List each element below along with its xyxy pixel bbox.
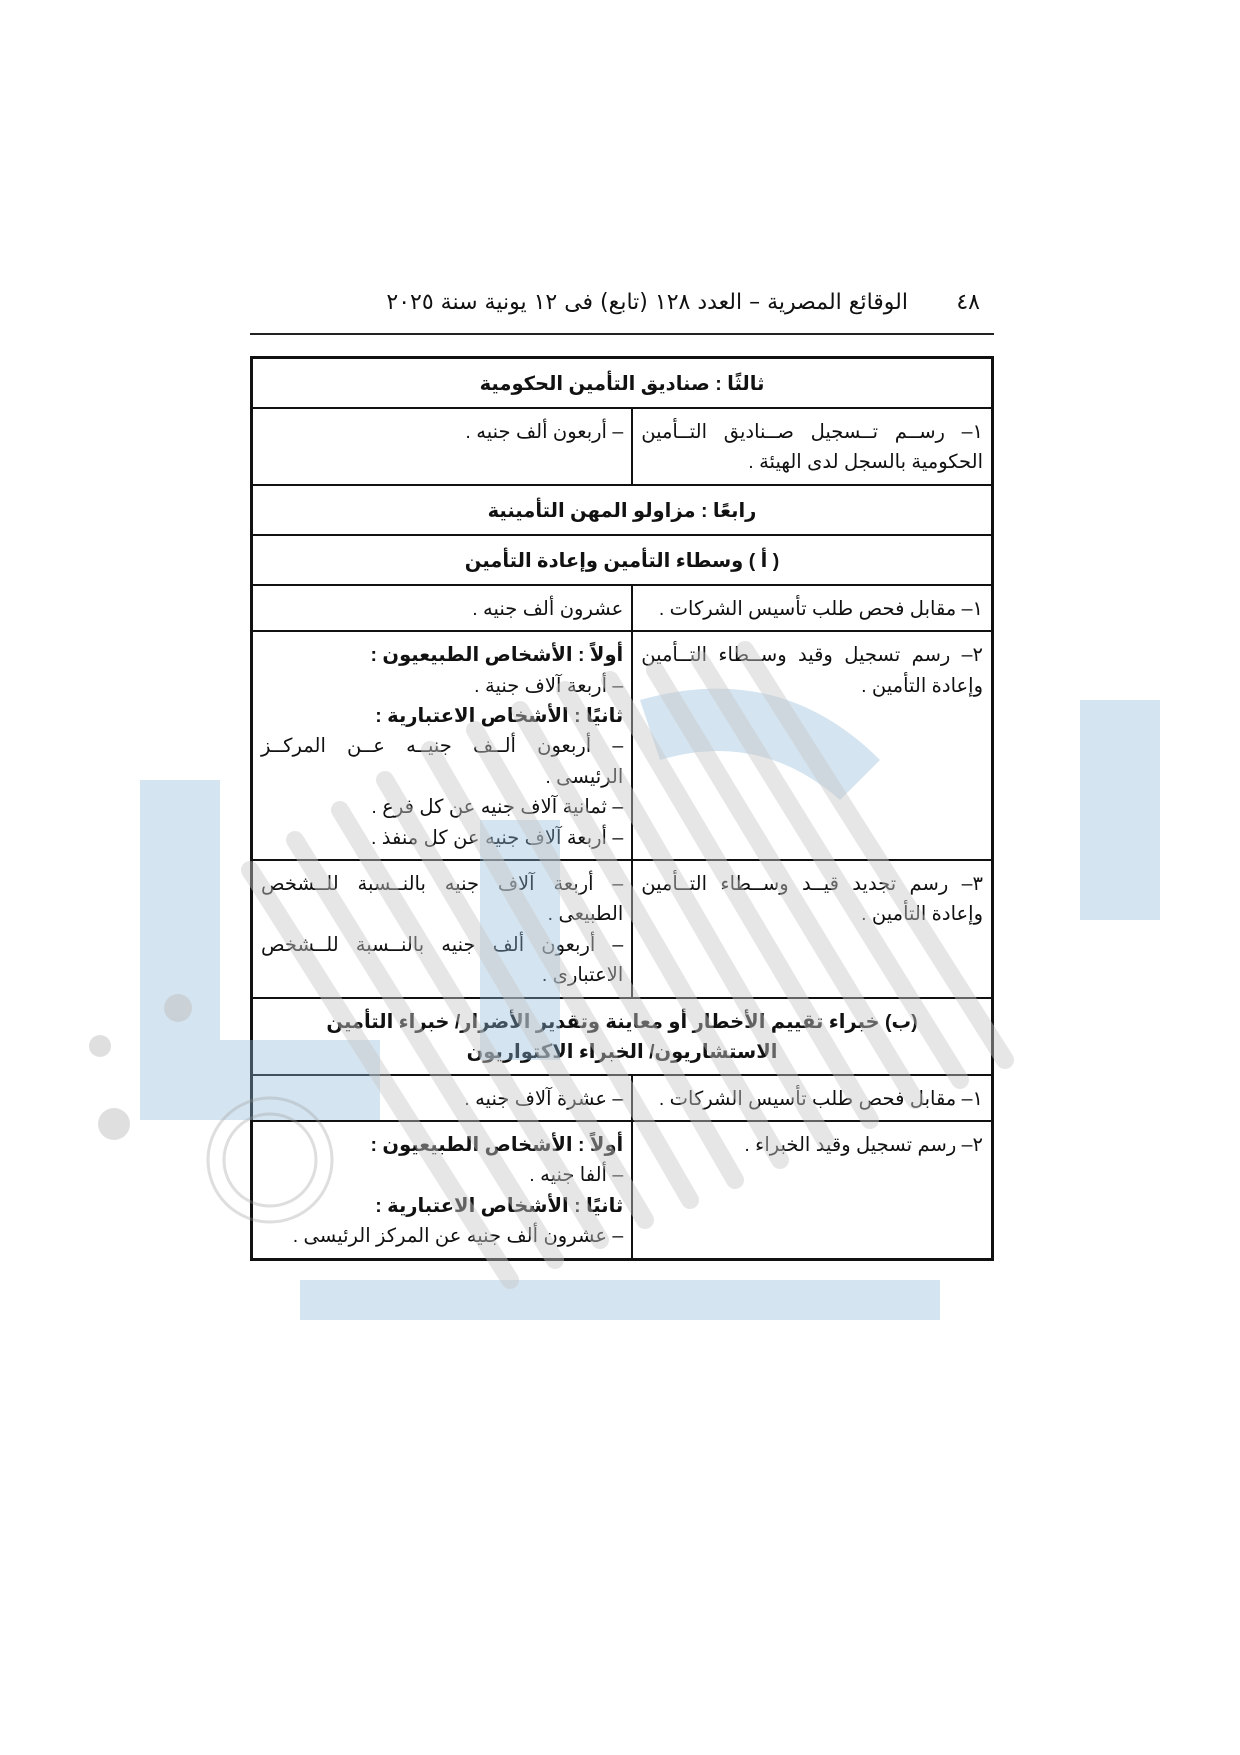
fee-category-heading: أولاً : الأشخاص الطبيعيون : bbox=[370, 644, 624, 667]
fee-amount-cell bbox=[252, 1075, 633, 1121]
table-row bbox=[252, 1075, 993, 1121]
description-line: ٢– رسم تسجيل وقيد الخبراء . bbox=[744, 1133, 983, 1156]
fee-line: – أربعة آلاف جنيه بالنــسبة للــشخص bbox=[261, 873, 624, 896]
fees-table bbox=[250, 356, 994, 1261]
fee-amount-cell bbox=[252, 585, 633, 631]
fee-line: – ألفا جنيه . bbox=[529, 1164, 624, 1187]
subsection-title: ( أ ) وسطاء التأمين وإعادة التأمين bbox=[252, 535, 993, 585]
description-line: ٣– رسم تجديد قيــد وســطاء التــأمين bbox=[641, 873, 983, 896]
subsection-title-line: (ب) خبراء تقييم الأخطار أو معاينة وتقدير الأضرار/ خبراء التأمين bbox=[326, 1010, 918, 1033]
fee-line: – أربعون ألف جنيه . bbox=[465, 421, 624, 443]
fee-line: – عشرة آلاف جنيه . bbox=[464, 1087, 624, 1110]
subsection-row bbox=[252, 998, 993, 1075]
fee-amount-cell bbox=[252, 1121, 633, 1259]
fee-description-cell bbox=[632, 1121, 992, 1259]
description-line: الحكومية بالسجل لدى الهيئة . bbox=[748, 451, 983, 474]
subsection-title bbox=[252, 998, 993, 1075]
table-row bbox=[252, 408, 993, 485]
fee-category-heading: ثانيًا : الأشخاص الاعتبارية : bbox=[375, 1194, 624, 1217]
description-line: ١– مقابل فحص طلب تأسيس الشركات . bbox=[658, 597, 983, 620]
table-row bbox=[252, 860, 993, 998]
fee-category-heading: أولاً : الأشخاص الطبيعيون : bbox=[370, 1133, 624, 1156]
fee-amount-cell bbox=[252, 408, 633, 485]
header-rule bbox=[250, 333, 994, 335]
fee-description-cell bbox=[632, 1075, 992, 1121]
description-line: ١– رســم تــسجيل صــناديق التــأمين bbox=[641, 421, 983, 443]
description-line: ١– مقابل فحص طلب تأسيس الشركات . bbox=[658, 1087, 983, 1110]
table-row bbox=[252, 1121, 993, 1259]
fee-description-cell bbox=[632, 585, 992, 631]
fee-line: الرئيسى . bbox=[545, 765, 624, 788]
fee-category-heading: ثانيًا : الأشخاص الاعتبارية : bbox=[375, 705, 624, 728]
fee-line: الاعتبارى . bbox=[541, 964, 624, 987]
fee-line: – أربعون ألف جنيه بالنــسبة للــشخص bbox=[261, 933, 624, 956]
description-line: وإعادة التأمين . bbox=[861, 903, 983, 926]
section-title: ثالثًا : صناديق التأمين الحكومية bbox=[252, 358, 993, 409]
description-line: ٢– رسم تسجيل وقيد وســطاء التــأمين bbox=[641, 644, 983, 667]
fee-line: – أربعون ألــف جنيــه عــن المركــز bbox=[261, 735, 624, 758]
table-row bbox=[252, 585, 993, 631]
fee-line: – عشرون ألف جنيه عن المركز الرئيسى . bbox=[292, 1225, 624, 1248]
fee-description-cell bbox=[632, 408, 992, 485]
subsection-row bbox=[252, 535, 993, 585]
fee-line: – أربعة آلاف جنية . bbox=[474, 674, 624, 697]
fee-line: الطبيعى . bbox=[547, 903, 624, 926]
page-number: ٤٨ bbox=[956, 290, 980, 315]
description-line: وإعادة التأمين . bbox=[861, 674, 983, 697]
section-row bbox=[252, 485, 993, 535]
fee-description-cell bbox=[632, 860, 992, 998]
fee-line: عشرون ألف جنيه . bbox=[472, 597, 624, 620]
subsection-title-line: الاستشاريون/ الخبراء الاكتواريون bbox=[466, 1041, 778, 1064]
page-header bbox=[250, 284, 994, 332]
fee-line: – أربعة آلاف جنيه عن كل منفذ . bbox=[370, 826, 624, 849]
section-row bbox=[252, 358, 993, 409]
table-row bbox=[252, 631, 993, 860]
gazette-header-title: الوقائع المصرية – العدد ١٢٨ (تابع) فى ١٢ يونية سنة ٢٠٢٥ bbox=[386, 290, 908, 315]
fee-amount-cell bbox=[252, 860, 633, 998]
fee-amount-cell bbox=[252, 631, 633, 860]
fee-description-cell bbox=[632, 631, 992, 860]
fee-line: – ثمانية آلاف جنيه عن كل فرع . bbox=[371, 796, 624, 819]
section-title: رابعًا : مزاولو المهن التأمينية bbox=[252, 485, 993, 535]
